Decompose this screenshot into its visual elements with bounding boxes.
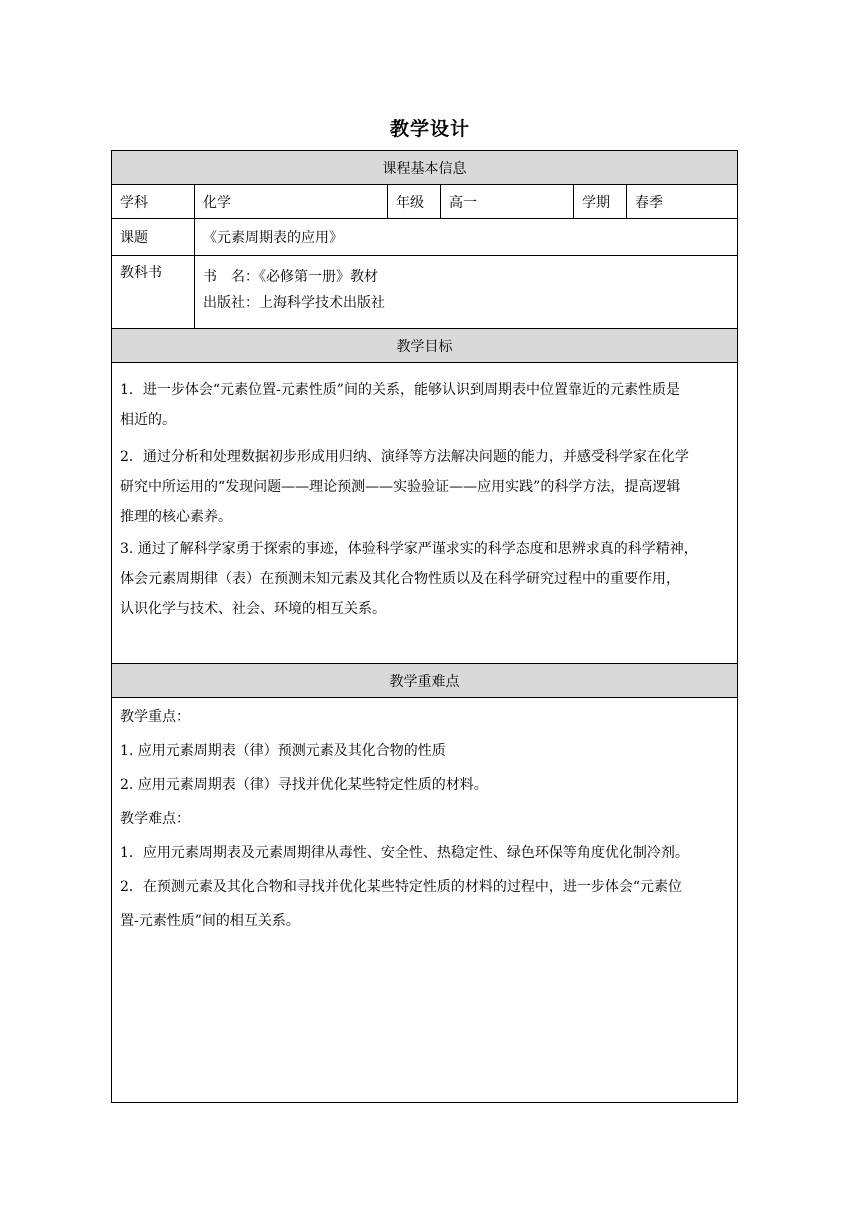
objective-item-3: 3. 通过了解科学家勇于探索的事迹，体验科学家严谨求实的科学态度和思辨求真的科学精神， 体会元素周期律（表）在预测未知元素及其化合物性质以及在科学研究过程中的重要作用， 认识化学与技术、社会、环境的相互关系。 xyxy=(120,541,698,617)
subject-value: 化学 xyxy=(195,185,388,219)
page-title: 教学设计 xyxy=(389,118,470,140)
textbook-label: 教科书 xyxy=(112,256,195,329)
topic-label: 课题 xyxy=(112,219,195,256)
lesson-design-table xyxy=(111,150,738,1103)
subject-label: 学科 xyxy=(112,185,195,219)
book-name-line: 书 名：《必修第一册》教材 xyxy=(203,269,378,285)
key-points-body xyxy=(112,698,738,1103)
grade-value: 高一 xyxy=(441,185,574,219)
objectives-body xyxy=(112,363,738,664)
basic-info-header: 课程基本信息 xyxy=(112,151,738,185)
key-point-1: 1. 应用元素周期表（律）预测元素及其化合物的性质 xyxy=(120,743,446,759)
key-points-heading: 教学重点： xyxy=(120,709,190,725)
key-point-2: 2. 应用元素周期表（律）寻找并优化某些特定性质的材料。 xyxy=(120,777,488,793)
objective-item-1: 1．进一步体会“元素位置-元素性质”间的关系，能够认识到周期表中位置靠近的元素性质是 相近的。 xyxy=(120,382,680,428)
term-label: 学期 xyxy=(574,185,627,219)
difficulty-2: 2．在预测元素及其化合物和寻找并优化某些特定性质的材料的过程中，进一步体会“元素位 置-元素性质”间的相互关系。 xyxy=(120,879,683,929)
textbook-info xyxy=(195,256,738,329)
objectives-header: 教学目标 xyxy=(112,329,738,363)
term-value: 春季 xyxy=(627,185,738,219)
key-points-header: 教学重难点 xyxy=(112,664,738,698)
topic-value: 《元素周期表的应用》 xyxy=(195,219,738,256)
publisher-line: 出版社：上海科学技术出版社 xyxy=(203,295,385,311)
grade-label: 年级 xyxy=(388,185,441,219)
objective-item-2: 2．通过分析和处理数据初步形成用归纳、演绎等方法解决问题的能力，并感受科学家在化学 研究中所运用的“发现问题——理论预测——实验验证——应用实践”的科学方法，提高逻辑 推理的核心素养。 xyxy=(120,449,689,525)
difficulty-heading: 教学难点： xyxy=(120,811,190,827)
difficulty-1: 1．应用元素周期表及元素周期律从毒性、安全性、热稳定性、绿色环保等角度优化制冷剂。 xyxy=(120,845,689,861)
